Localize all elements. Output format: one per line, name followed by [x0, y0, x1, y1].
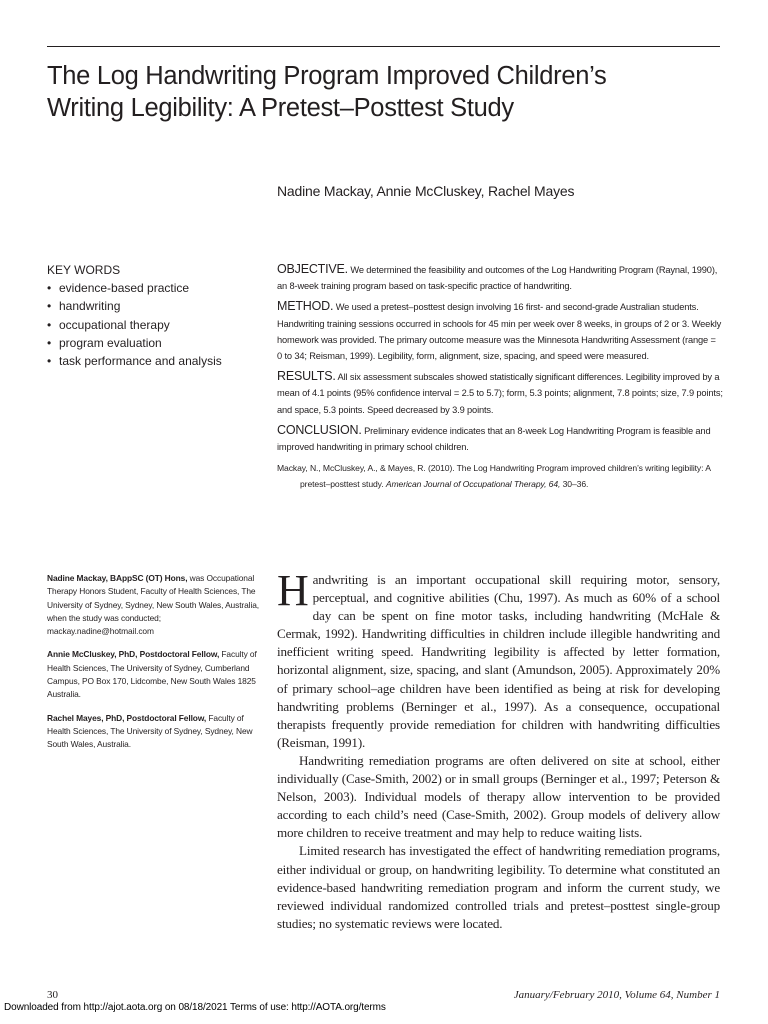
citation-pages: 30–36. — [562, 478, 589, 489]
body-paragraph: Limited research has investigated the effect of handwriting remediation programs, either individual or group, on handwriting legibility. To determine what constituted an evidence-based handwriting remediation program and inform the current study, we reviewed individual randomized controlled trials and pretest–posttest single-group studies; no systematic reviews were located. — [277, 843, 720, 931]
abstract-heading: METHOD. — [277, 299, 334, 314]
abstract-method — [277, 298, 723, 364]
abstract-results — [277, 368, 723, 418]
keyword-item: • program evaluation — [47, 334, 267, 352]
citation-journal: American Journal of Occupational Therapy, 64, — [385, 478, 561, 489]
citation-line-2 — [277, 477, 723, 493]
abstract-text: Preliminary evidence indicates that an 8-week Log Handwriting Program is feasible and improved handwriting in primary school children. — [277, 425, 711, 453]
keywords-list — [47, 279, 267, 370]
body-paragraph — [277, 566, 720, 752]
abstract-heading: CONCLUSION. — [277, 422, 362, 437]
author-bios — [47, 572, 265, 762]
abstract-heading: OBJECTIVE. — [277, 262, 348, 276]
abstract-objective — [277, 261, 723, 294]
abstract-heading: RESULTS. — [277, 369, 336, 384]
abstract-text: All six assessment subscales showed statistically significant differences. Legibility improved by a mean of 4.1 points (95% confidence interval = 2.5 to 5.7); form, 5.3 points; alignment, 7.8 points; size, 7.9 points; and space, 5.3 points. Speed decreased by 3.9 points. — [277, 372, 723, 415]
page-number: 30 — [47, 989, 58, 1001]
body-paragraph: Handwriting remediation programs are often delivered on site at school, either individually (Case-Smith, 2002) or in small groups (Berninger et al., 1997; Peterson & Nelson, 2003). Individual models of therapy allow intervention to be provided according to each child’s need (Case-Smith, 2002). Group models of delivery allow more children to receive treatment and may help to reduce waiting lists. — [277, 752, 720, 841]
abstract-conclusion — [277, 422, 723, 455]
keywords-section — [47, 261, 267, 370]
bio-text: was Occupational Therapy Honors Student, Faculty of Health Sciences, The University of Sydney, Sydney, New South Wales, Australia, when the study was conducted; mackay.nadine@hotmail.com — [47, 573, 259, 637]
journal-issue-info: January/February 2010, Volume 64, Number 1 — [513, 989, 720, 1001]
author-bio — [47, 572, 265, 638]
bio-text: Faculty of Health Sciences, The University of Sydney, Sydney, New South Wales, Australia. — [47, 712, 253, 750]
bio-name: Nadine Mackay, BAppSC (OT) Hons, — [47, 573, 188, 583]
citation-title-end: pretest–posttest study. — [300, 478, 384, 489]
citation — [277, 461, 723, 492]
keyword-item: • evidence-based practice — [47, 279, 267, 297]
paragraph-text: andwriting is an important occupational skill requiring motor, sensory, perceptual, and cognitive abilities (Chu, 1997). As much as 60% of a school day can be spent on fine motor tasks, including handwriting (McHale & Cermak, 1992). Handwriting difficulties in children include illegible handwriting and inefficient writing speed. Handwriting legibility is affected by letter formation, horizontal alignment, size, spacing, and slant (Amundson, 2005). Approximately 20% of primary school–age children have been identified as being at risk for developing handwriting problems (Berninger et al., 1997). As a consequence, occupational therapists frequently provide remediation for children with handwriting difficulties (Reisman, 1991). — [277, 572, 720, 750]
keyword-item: • occupational therapy — [47, 316, 267, 334]
keywords-heading: KEY WORDS — [47, 263, 121, 277]
download-notice: Downloaded from http://ajot.aota.org on 08/18/2021 Terms of use: http://AOTA.org/terms — [4, 1002, 386, 1013]
keyword-item: • handwriting — [47, 297, 267, 315]
title-line-2: Writing Legibility: A Pretest–Posttest Study — [47, 94, 514, 122]
bio-name: Rachel Mayes, PhD, Postdoctoral Fellow, — [47, 712, 207, 723]
article-title — [47, 60, 727, 124]
bio-name: Annie McCluskey, PhD, Postdoctoral Fellow, — [47, 649, 220, 660]
drop-cap: H — [277, 566, 309, 615]
top-rule — [47, 46, 720, 47]
abstract-text: We used a pretest–posttest design involving 16 first- and second-grade Australian students. Handwriting training sessions occurred in schools for 45 min per week over 8 weeks, in groups of 2 or 3. Weekly homework was provided. The primary outcome measure was the Minnesota Handwriting Assessment (range = 0 to 34; Reisman, 1999). Legibility, form, alignment, size, spacing, and speed were measured. — [277, 302, 722, 362]
author-list: Nadine Mackay, Annie McCluskey, Rachel Mayes — [277, 183, 575, 199]
title-line-1: The Log Handwriting Program Improved Children’s — [47, 62, 607, 90]
abstract — [277, 261, 723, 459]
author-bio — [47, 648, 265, 701]
bio-text: Faculty of Health Sciences, The University of Sydney, Cumberland Campus, PO Box 170, Lidcombe, New South Wales 1825 Australia. — [47, 649, 257, 700]
author-bio — [47, 712, 265, 752]
citation-authors-title: Mackay, N., McCluskey, A., & Mayes, R. (2010). The Log Handwriting Program improved children’s writing legibility: A — [277, 463, 711, 473]
keyword-item: • task performance and analysis — [47, 352, 267, 370]
abstract-text: We determined the feasibility and outcomes of the Log Handwriting Program (Raynal, 1990), an 8-week training program based on task-specific practice of handwriting. — [277, 265, 718, 292]
article-body — [277, 566, 720, 933]
